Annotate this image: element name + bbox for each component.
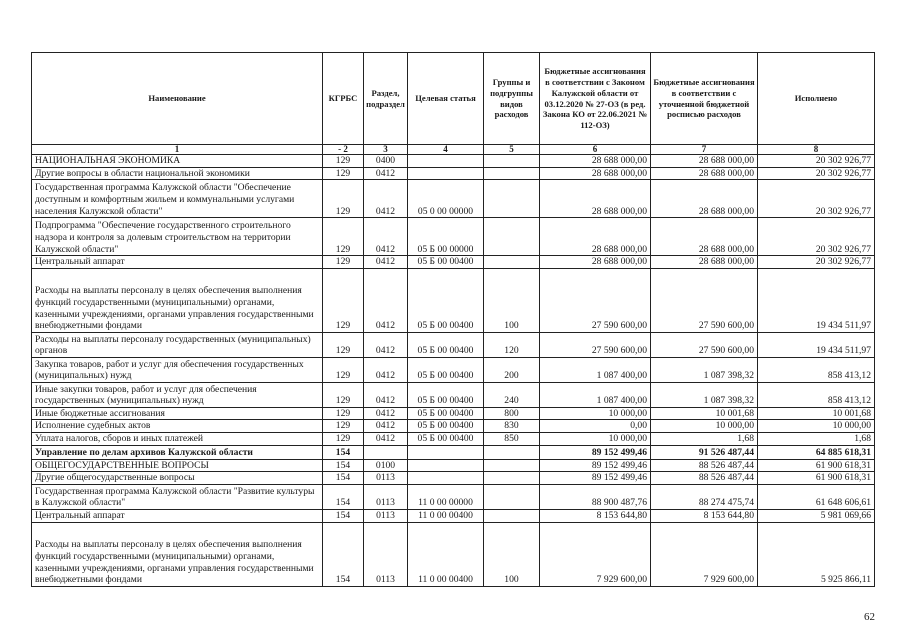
row-expense-type: 120 — [484, 332, 540, 357]
header-allocation-refined: Бюджетные ассигнования в соответствии с уточненной бюджетной росписью расходов — [651, 53, 758, 145]
table-row — [32, 268, 875, 332]
row-target-article: 05 Б 00 00400 — [408, 256, 484, 269]
header-section: Раздел, подраздел — [364, 53, 408, 145]
row-allocation-refined: 1 087 398,32 — [651, 357, 758, 382]
row-executed: 858 413,12 — [758, 357, 875, 382]
row-name: Исполнение судебных актов — [32, 420, 323, 433]
row-allocation-law: 28 688 000,00 — [540, 180, 651, 218]
row-name: Расходы на выплаты персоналу в целях обеспечения выполнения функций государственными (муниципальными) органами, казенными учреждениями, органами управления государственными внебюджетными фондами — [32, 268, 323, 332]
row-section: 0113 — [364, 509, 408, 522]
row-name: Иные бюджетные ассигнования — [32, 407, 323, 420]
row-name: Иные закупки товаров, работ и услуг для обеспечения государственных (муниципальных) нужд — [32, 382, 323, 407]
row-kgrbs: 154 — [323, 522, 364, 586]
row-allocation-refined: 10 000,00 — [651, 420, 758, 433]
row-section: 0113 — [364, 484, 408, 509]
row-kgrbs: 154 — [323, 484, 364, 509]
row-allocation-law: 1 087 400,00 — [540, 357, 651, 382]
row-kgrbs: 129 — [323, 407, 364, 420]
row-name: ОБЩЕГОСУДАРСТВЕННЫЕ ВОПРОСЫ — [32, 459, 323, 472]
row-executed: 64 885 618,31 — [758, 445, 875, 459]
table-row — [32, 445, 875, 459]
row-target-article: 11 0 00 00000 — [408, 484, 484, 509]
row-allocation-law: 88 900 487,76 — [540, 484, 651, 509]
column-number-row — [32, 145, 875, 155]
row-expense-type — [484, 472, 540, 485]
row-executed: 858 413,12 — [758, 382, 875, 407]
row-kgrbs: 129 — [323, 420, 364, 433]
row-target-article: 05 Б 00 00400 — [408, 382, 484, 407]
budget-table-sheet — [31, 52, 874, 587]
row-kgrbs: 129 — [323, 357, 364, 382]
row-allocation-refined: 10 001,68 — [651, 407, 758, 420]
row-executed: 20 302 926,77 — [758, 256, 875, 269]
row-section: 0412 — [364, 268, 408, 332]
row-executed: 10 001,68 — [758, 407, 875, 420]
row-target-article: 05 Б 00 00400 — [408, 332, 484, 357]
row-expense-type — [484, 256, 540, 269]
row-kgrbs: 154 — [323, 459, 364, 472]
row-executed: 61 900 618,31 — [758, 472, 875, 485]
row-section: 0113 — [364, 472, 408, 485]
table-row — [32, 382, 875, 407]
row-name: Подпрограмма "Обеспечение государственного строительного надзора и контроля за долевым строительством на территории Калужской области" — [32, 218, 323, 256]
row-expense-type: 200 — [484, 357, 540, 382]
row-section: 0100 — [364, 459, 408, 472]
row-allocation-law: 7 929 600,00 — [540, 522, 651, 586]
header-executed: Исполнено — [758, 53, 875, 145]
row-target-article — [408, 167, 484, 180]
row-allocation-law: 28 688 000,00 — [540, 167, 651, 180]
row-name: Закупка товаров, работ и услуг для обеспечения государственных (муниципальных) нужд — [32, 357, 323, 382]
row-allocation-refined: 88 526 487,44 — [651, 459, 758, 472]
row-kgrbs: 129 — [323, 382, 364, 407]
row-target-article: 05 0 00 00000 — [408, 180, 484, 218]
row-target-article: 11 0 00 00400 — [408, 522, 484, 586]
row-allocation-refined: 88 526 487,44 — [651, 472, 758, 485]
row-name: Центральный аппарат — [32, 256, 323, 269]
table-row — [32, 357, 875, 382]
table-row — [32, 155, 875, 168]
column-number: 8 — [758, 145, 875, 155]
row-allocation-refined: 8 153 644,80 — [651, 509, 758, 522]
row-target-article — [408, 445, 484, 459]
row-allocation-law: 27 590 600,00 — [540, 332, 651, 357]
row-executed: 20 302 926,77 — [758, 180, 875, 218]
table-row — [32, 407, 875, 420]
row-allocation-refined: 28 688 000,00 — [651, 218, 758, 256]
column-number: 7 — [651, 145, 758, 155]
header-row — [32, 53, 875, 145]
row-section: 0400 — [364, 155, 408, 168]
row-allocation-refined: 91 526 487,44 — [651, 445, 758, 459]
row-target-article: 05 Б 00 00400 — [408, 268, 484, 332]
row-section: 0412 — [364, 167, 408, 180]
row-allocation-law: 1 087 400,00 — [540, 382, 651, 407]
table-row — [32, 167, 875, 180]
row-section: 0412 — [364, 420, 408, 433]
table-row — [32, 459, 875, 472]
column-number: - 2 — [323, 145, 364, 155]
row-executed: 1,68 — [758, 432, 875, 445]
table-body — [32, 155, 875, 587]
row-allocation-refined: 28 688 000,00 — [651, 180, 758, 218]
row-target-article: 05 Б 00 00400 — [408, 432, 484, 445]
row-executed: 20 302 926,77 — [758, 167, 875, 180]
row-executed: 5 925 866,11 — [758, 522, 875, 586]
row-allocation-refined: 88 274 475,74 — [651, 484, 758, 509]
row-allocation-law: 28 688 000,00 — [540, 256, 651, 269]
row-expense-type: 850 — [484, 432, 540, 445]
row-section — [364, 445, 408, 459]
row-expense-type — [484, 155, 540, 168]
table-row — [32, 420, 875, 433]
row-allocation-refined: 1,68 — [651, 432, 758, 445]
row-allocation-law: 28 688 000,00 — [540, 155, 651, 168]
row-section: 0412 — [364, 218, 408, 256]
row-kgrbs: 129 — [323, 218, 364, 256]
budget-execution-table — [31, 52, 875, 587]
row-allocation-refined: 27 590 600,00 — [651, 332, 758, 357]
row-section: 0412 — [364, 432, 408, 445]
row-allocation-law: 10 000,00 — [540, 432, 651, 445]
row-allocation-refined: 1 087 398,32 — [651, 382, 758, 407]
row-allocation-refined: 28 688 000,00 — [651, 256, 758, 269]
table-row — [32, 180, 875, 218]
table-row — [32, 509, 875, 522]
row-target-article: 05 Б 00 00400 — [408, 357, 484, 382]
row-kgrbs: 154 — [323, 509, 364, 522]
column-number: 3 — [364, 145, 408, 155]
row-allocation-refined: 27 590 600,00 — [651, 268, 758, 332]
row-allocation-refined: 7 929 600,00 — [651, 522, 758, 586]
row-name: Уплата налогов, сборов и иных платежей — [32, 432, 323, 445]
row-kgrbs: 129 — [323, 155, 364, 168]
row-executed: 20 302 926,77 — [758, 155, 875, 168]
row-kgrbs: 129 — [323, 167, 364, 180]
row-allocation-law: 89 152 499,46 — [540, 472, 651, 485]
row-expense-type — [484, 459, 540, 472]
row-target-article: 11 0 00 00400 — [408, 509, 484, 522]
row-allocation-law: 10 000,00 — [540, 407, 651, 420]
row-expense-type — [484, 218, 540, 256]
row-section: 0412 — [364, 407, 408, 420]
row-name: Центральный аппарат — [32, 509, 323, 522]
header-target-article: Целевая статья — [408, 53, 484, 145]
page-number: 62 — [864, 611, 875, 623]
table-row — [32, 432, 875, 445]
table-row — [32, 218, 875, 256]
row-kgrbs: 129 — [323, 432, 364, 445]
row-executed: 10 000,00 — [758, 420, 875, 433]
row-executed: 61 900 618,31 — [758, 459, 875, 472]
row-expense-type — [484, 167, 540, 180]
table-row — [32, 522, 875, 586]
table-row — [32, 472, 875, 485]
row-allocation-law: 89 152 499,46 — [540, 445, 651, 459]
header-name: Наименование — [32, 53, 323, 145]
row-executed: 19 434 511,97 — [758, 332, 875, 357]
row-kgrbs: 129 — [323, 332, 364, 357]
row-section: 0113 — [364, 522, 408, 586]
row-expense-type: 800 — [484, 407, 540, 420]
row-expense-type — [484, 180, 540, 218]
row-target-article: 05 Б 00 00400 — [408, 407, 484, 420]
row-expense-type — [484, 484, 540, 509]
row-name: Другие вопросы в области национальной экономики — [32, 167, 323, 180]
row-target-article — [408, 472, 484, 485]
row-allocation-law: 28 688 000,00 — [540, 218, 651, 256]
row-executed: 61 648 606,61 — [758, 484, 875, 509]
row-allocation-refined: 28 688 000,00 — [651, 167, 758, 180]
row-kgrbs: 129 — [323, 268, 364, 332]
row-name: Государственная программа Калужской области "Развитие культуры в Калужской области" — [32, 484, 323, 509]
row-allocation-law: 89 152 499,46 — [540, 459, 651, 472]
row-allocation-refined: 28 688 000,00 — [651, 155, 758, 168]
row-name: Государственная программа Калужской области "Обеспечение доступным и комфортным жильем и коммунальными услугами населения Калужской области" — [32, 180, 323, 218]
row-name: Расходы на выплаты персоналу государственных (муниципальных) органов — [32, 332, 323, 357]
column-number: 4 — [408, 145, 484, 155]
row-executed: 19 434 511,97 — [758, 268, 875, 332]
row-expense-type: 830 — [484, 420, 540, 433]
row-target-article — [408, 459, 484, 472]
row-allocation-law: 0,00 — [540, 420, 651, 433]
row-executed: 20 302 926,77 — [758, 218, 875, 256]
row-expense-type — [484, 509, 540, 522]
row-allocation-law: 27 590 600,00 — [540, 268, 651, 332]
column-number: 5 — [484, 145, 540, 155]
row-section: 0412 — [364, 357, 408, 382]
row-expense-type — [484, 445, 540, 459]
row-allocation-law: 8 153 644,80 — [540, 509, 651, 522]
row-executed: 5 981 069,66 — [758, 509, 875, 522]
table-row — [32, 484, 875, 509]
table-row — [32, 332, 875, 357]
header-expense-type: Группы и подгруппы видов расходов — [484, 53, 540, 145]
row-section: 0412 — [364, 382, 408, 407]
row-expense-type: 240 — [484, 382, 540, 407]
row-name: Управление по делам архивов Калужской области — [32, 445, 323, 459]
row-kgrbs: 154 — [323, 445, 364, 459]
row-kgrbs: 129 — [323, 180, 364, 218]
row-section: 0412 — [364, 332, 408, 357]
column-number: 1 — [32, 145, 323, 155]
row-expense-type: 100 — [484, 268, 540, 332]
row-target-article: 05 Б 00 00000 — [408, 218, 484, 256]
column-number: 6 — [540, 145, 651, 155]
row-target-article: 05 Б 00 00400 — [408, 420, 484, 433]
row-kgrbs: 154 — [323, 472, 364, 485]
table-row — [32, 256, 875, 269]
row-expense-type: 100 — [484, 522, 540, 586]
header-kgrbs: КГРБС — [323, 53, 364, 145]
row-section: 0412 — [364, 180, 408, 218]
row-name: Расходы на выплаты персоналу в целях обеспечения выполнения функций государственными (муниципальными) органами, казенными учреждениями, органами управления государственными внебюджетными фондами — [32, 522, 323, 586]
header-allocation-law: Бюджетные ассигнования в соответствии с Законом Калужской области от 03.12.2020 № 27-ОЗ (в ред. Закона КО от 22.06.2021 № 112-ОЗ) — [540, 53, 651, 145]
row-section: 0412 — [364, 256, 408, 269]
row-target-article — [408, 155, 484, 168]
row-kgrbs: 129 — [323, 256, 364, 269]
row-name: Другие общегосударственные вопросы — [32, 472, 323, 485]
row-name: НАЦИОНАЛЬНАЯ ЭКОНОМИКА — [32, 155, 323, 168]
